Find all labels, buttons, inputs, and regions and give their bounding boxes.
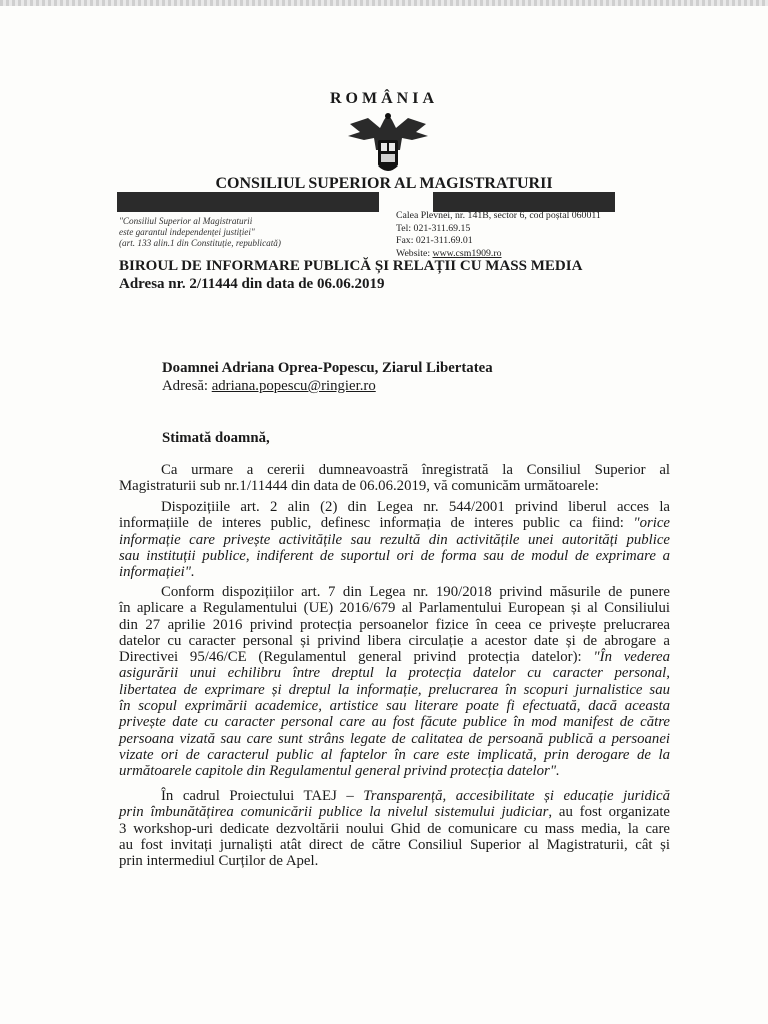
fax: Fax: 021-311.69.01 (396, 235, 473, 247)
recipient-email-link[interactable]: adriana.popescu@ringier.ro (211, 378, 376, 394)
country-heading: ROMÂNIA (330, 90, 438, 107)
text-line (119, 548, 670, 564)
text-line (119, 763, 670, 779)
text-line: Magistraturii sub nr.1/11444 din data de 06.06.2019, vă comunicăm următoarele: (119, 478, 599, 495)
paragraph-3 (119, 584, 670, 780)
office-name: BIROUL DE INFORMARE PUBLICĂ ȘI RELAȚII CU MASS MEDIA (119, 258, 583, 274)
text-line (119, 649, 670, 665)
text-line (119, 804, 670, 820)
text-line: 3 workshop-uri dedicate dezvoltării noului Ghid de comunicare cu mass media, la care (119, 820, 670, 837)
quote-span: informației". (119, 564, 195, 581)
website-link[interactable]: www.csm1909.ro (432, 247, 502, 259)
quote-span: privește date cu caracter personal care au fost făcute publice în mod manifest de către (119, 714, 670, 731)
quote-span: vizate ori de caracterul public al faptelor în care este implicată, prin derogare de la (119, 746, 670, 763)
text-line (119, 747, 670, 763)
redaction-bar-right (433, 192, 615, 212)
text-line: Ca urmare a cererii dumneavoastră înregistrată la Consiliul Superior al (161, 462, 670, 478)
text-span: , au fost organizate (548, 804, 671, 821)
quote-span: în scopul exprimării academice, artistice sau literare poate fi efectuată, dacă aceasta (119, 698, 670, 715)
text-line: Dispozițiile art. 2 alin (2) din Legea nr. 544/2001 privind liberul acces la (161, 499, 670, 515)
office-block (119, 257, 679, 293)
quote-span: persoana vizată sau care sunt strâns legate de calitatea de persoană publică a persoanei (119, 730, 670, 747)
address-label: Adresă: (162, 378, 212, 394)
document-reference: Adresa nr. 2/11444 din data de 06.06.2019 (119, 276, 385, 292)
motto-line: "Consiliul Superior al Magistraturii (119, 216, 253, 226)
text-line: prin intermediul Curților de Apel. (119, 853, 319, 870)
recipient-address (162, 378, 376, 395)
text-line (119, 682, 670, 698)
motto-line: este garantul independenței justiției" (119, 227, 255, 237)
text-line (119, 788, 670, 804)
text-line (119, 665, 670, 681)
text-line (119, 515, 670, 531)
text-line (119, 532, 670, 548)
salutation: Stimată doamnă, (162, 430, 270, 446)
text-line (119, 731, 670, 747)
text-line: Conform dispozițiilor art. 7 din Legea nr. 190/2018 privind măsurile de punere (161, 584, 670, 600)
postal-address: Calea Plevnei, nr. 141B, sector 6, cod poștal 060011 (396, 210, 601, 221)
project-name: Transparență, accesibilitate și educație juridică (363, 788, 670, 804)
phone: Tel: 021-311.69.15 (396, 222, 471, 234)
quote-span: informație care privește activitățile sau rezultă din activitățile unei autorități publice (119, 531, 670, 548)
quote-span: "orice (633, 515, 670, 532)
contact-block (396, 210, 656, 260)
institution-name: CONSILIUL SUPERIOR AL MAGISTRATURII (215, 175, 553, 192)
coat-of-arms-icon (340, 110, 436, 178)
paragraph-2 (119, 499, 670, 580)
quote-span: libertatea de exprimare și dreptul la informație, prelucrarea în scopuri jurnalistice sau (119, 681, 670, 698)
paragraph-1 (119, 462, 670, 495)
motto (119, 216, 369, 249)
text-line: în aplicare a Regulamentului (UE) 2016/679 al Parlamentului European și al Consiliului (119, 600, 670, 617)
text-line: au fost invitați jurnaliști atât direct de către Consiliul Superior al Magistraturii, cât și (119, 836, 670, 853)
recipient-name: Doamnei Adriana Oprea-Popescu, Ziarul Libertatea (162, 360, 493, 376)
quote-span: următoarele capitole din Regulamentul general privind protecția datelor". (119, 763, 560, 780)
text-line: datelor cu caracter personal și privind libera circulație a acestor date și de abrogare a (119, 632, 670, 649)
project-name: prin îmbunătățirea comunicării publice la nivelul sistemului judiciar (119, 804, 549, 821)
motto-line: (art. 133 alin.1 din Constituție, republicată) (119, 238, 281, 248)
scan-edge (0, 0, 768, 6)
text-span: Directivei 95/46/CE (Regulamentul general privind protecția datelor): (119, 649, 594, 666)
quote-span: "În vederea (593, 649, 671, 666)
text-line: din 27 aprilie 2016 privind protecția persoanelor fizice în ceea ce privește prelucrarea (119, 616, 670, 633)
text-line (119, 564, 670, 580)
text-line (119, 698, 670, 714)
quote-span: asigurării unui echilibru între dreptul la protecția datelor cu caracter personal, (119, 665, 670, 682)
text-span: informațiile de interes public, definesc informația de interes public ca fiind: (119, 515, 634, 532)
text-span: În cadrul Proiectului TAEJ – (161, 788, 364, 804)
redaction-bar-left (117, 192, 379, 212)
quote-span: sau instituții publice, indiferent de suportul ori de forma sau de modul de exprimare a (119, 547, 670, 564)
text-line (119, 714, 670, 730)
paragraph-4 (119, 788, 670, 869)
website-label: Website: (396, 247, 433, 259)
